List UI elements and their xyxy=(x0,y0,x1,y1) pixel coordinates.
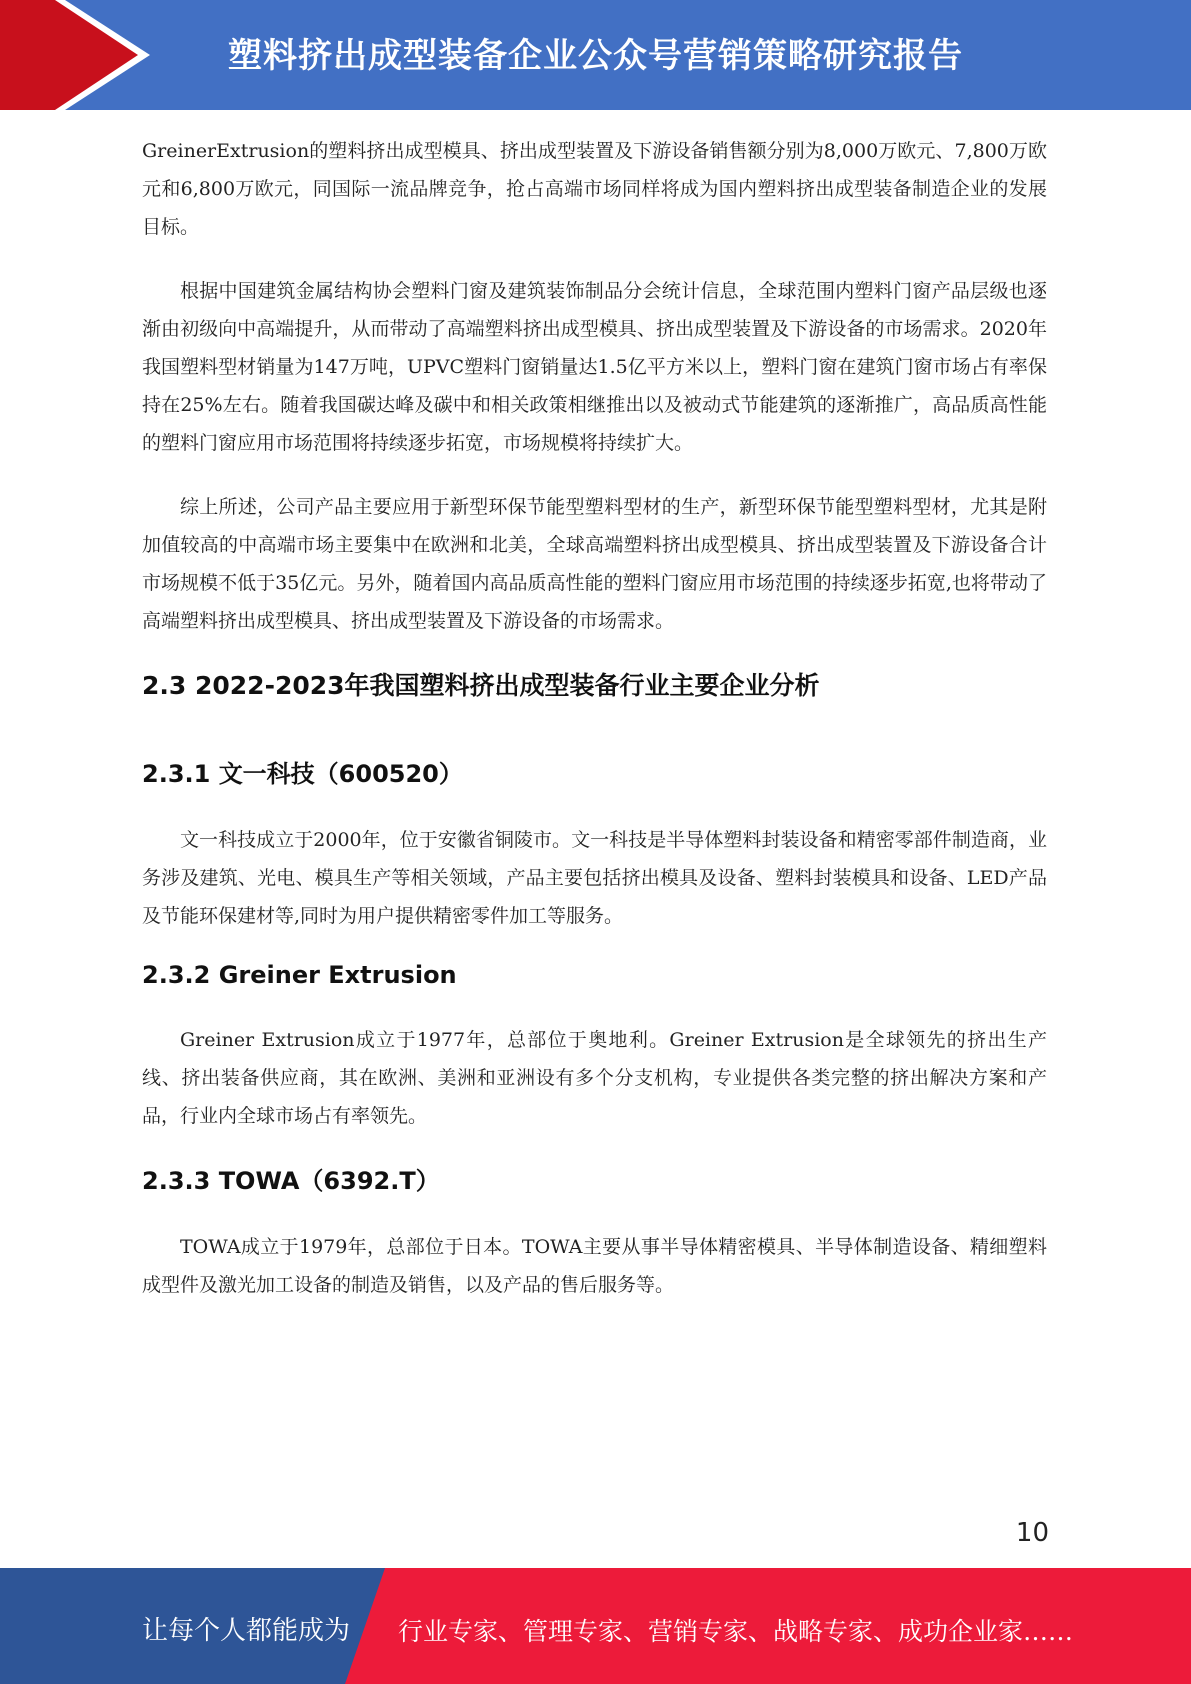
company-heading-greiner: 2.3.2 Greiner Extrusion xyxy=(142,961,457,989)
page-footer xyxy=(0,1568,1191,1684)
document-body xyxy=(142,132,1047,1330)
paragraph-summary: 综上所述，公司产品主要应用于新型环保节能型塑料型材的生产，新型环保节能型塑料型材，尤其是附加值较高的中高端市场主要集中在欧洲和北美，全球高端塑料挤出成型模具、挤出成型装置及下游设备合计市场规模不低于35亿元。另外，随着国内高品质高性能的塑料门窗应用市场范围的持续逐步拓宽,也将带动了高端塑料挤出成型模具、挤出成型装置及下游设备的市场需求。 xyxy=(142,496,1047,632)
paragraph-market-demand: 根据中国建筑金属结构协会塑料门窗及建筑装饰制品分会统计信息，全球范围内塑料门窗产品层级也逐渐由初级向中高端提升，从而带动了高端塑料挤出成型模具、挤出成型装置及下游设备的市场需求。2020年我国塑料型材销量为147万吨，UPVC塑料门窗销量达1.5亿平方米以上，塑料门窗在建筑门窗市场占有率保持在25%左右。随着我国碳达峰及碳中和相关政策相继推出以及被动式节能建筑的逐渐推广，高品质高性能的塑料门窗应用市场范围将持续逐步拓宽，市场规模将持续扩大。 xyxy=(142,280,1047,454)
footer-slogan-left: 让每个人都能成为 xyxy=(142,1616,351,1646)
page-number: 10 xyxy=(1015,1518,1049,1548)
company-text-wenyi: 文一科技成立于2000年，位于安徽省铜陵市。文一科技是半导体塑料封装设备和精密零部件制造商，业务涉及建筑、光电、模具生产等相关领域，产品主要包括挤出模具及设备、塑料封装模具和设备、LED产品及节能环保建材等,同时为用户提供精密零件加工等服务。 xyxy=(142,829,1047,927)
report-title: 塑料挤出成型装备企业公众号营销策略研究报告 xyxy=(228,36,963,76)
header-chevron-arrow xyxy=(0,0,138,110)
company-text-greiner: Greiner Extrusion成立于1977年，总部位于奥地利。Greiner Extrusion是全球领先的挤出生产线、挤出装备供应商，其在欧洲、美洲和亚洲设有多个分支机构，专业提供各类完整的挤出解决方案和产品，行业内全球市场占有率领先。 xyxy=(142,1029,1047,1127)
section-heading: 2.3 2022-2023年我国塑料挤出成型装备行业主要企业分析 xyxy=(142,671,820,700)
company-heading-towa: 2.3.3 TOWA（6392.T） xyxy=(142,1167,440,1195)
company-text-towa: TOWA成立于1979年，总部位于日本。TOWA主要从事半导体精密模具、半导体制造设备、精细塑料成型件及激光加工设备的制造及销售，以及产品的售后服务等。 xyxy=(142,1236,1047,1296)
page-header xyxy=(0,0,1191,110)
footer-slogan-right: 行业专家、管理专家、营销专家、战略专家、成功企业家…… xyxy=(398,1617,1074,1646)
company-heading-wenyi: 2.3.1 文一科技（600520） xyxy=(142,760,463,788)
paragraph-greiner-sales: GreinerExtrusion的塑料挤出成型模具、挤出成型装置及下游设备销售额分别为8,000万欧元、7,800万欧元和6,800万欧元，同国际一流品牌竞争，抢占高端市场同样将成为国内塑料挤出成型装备制造企业的发展目标。 xyxy=(142,140,1047,238)
